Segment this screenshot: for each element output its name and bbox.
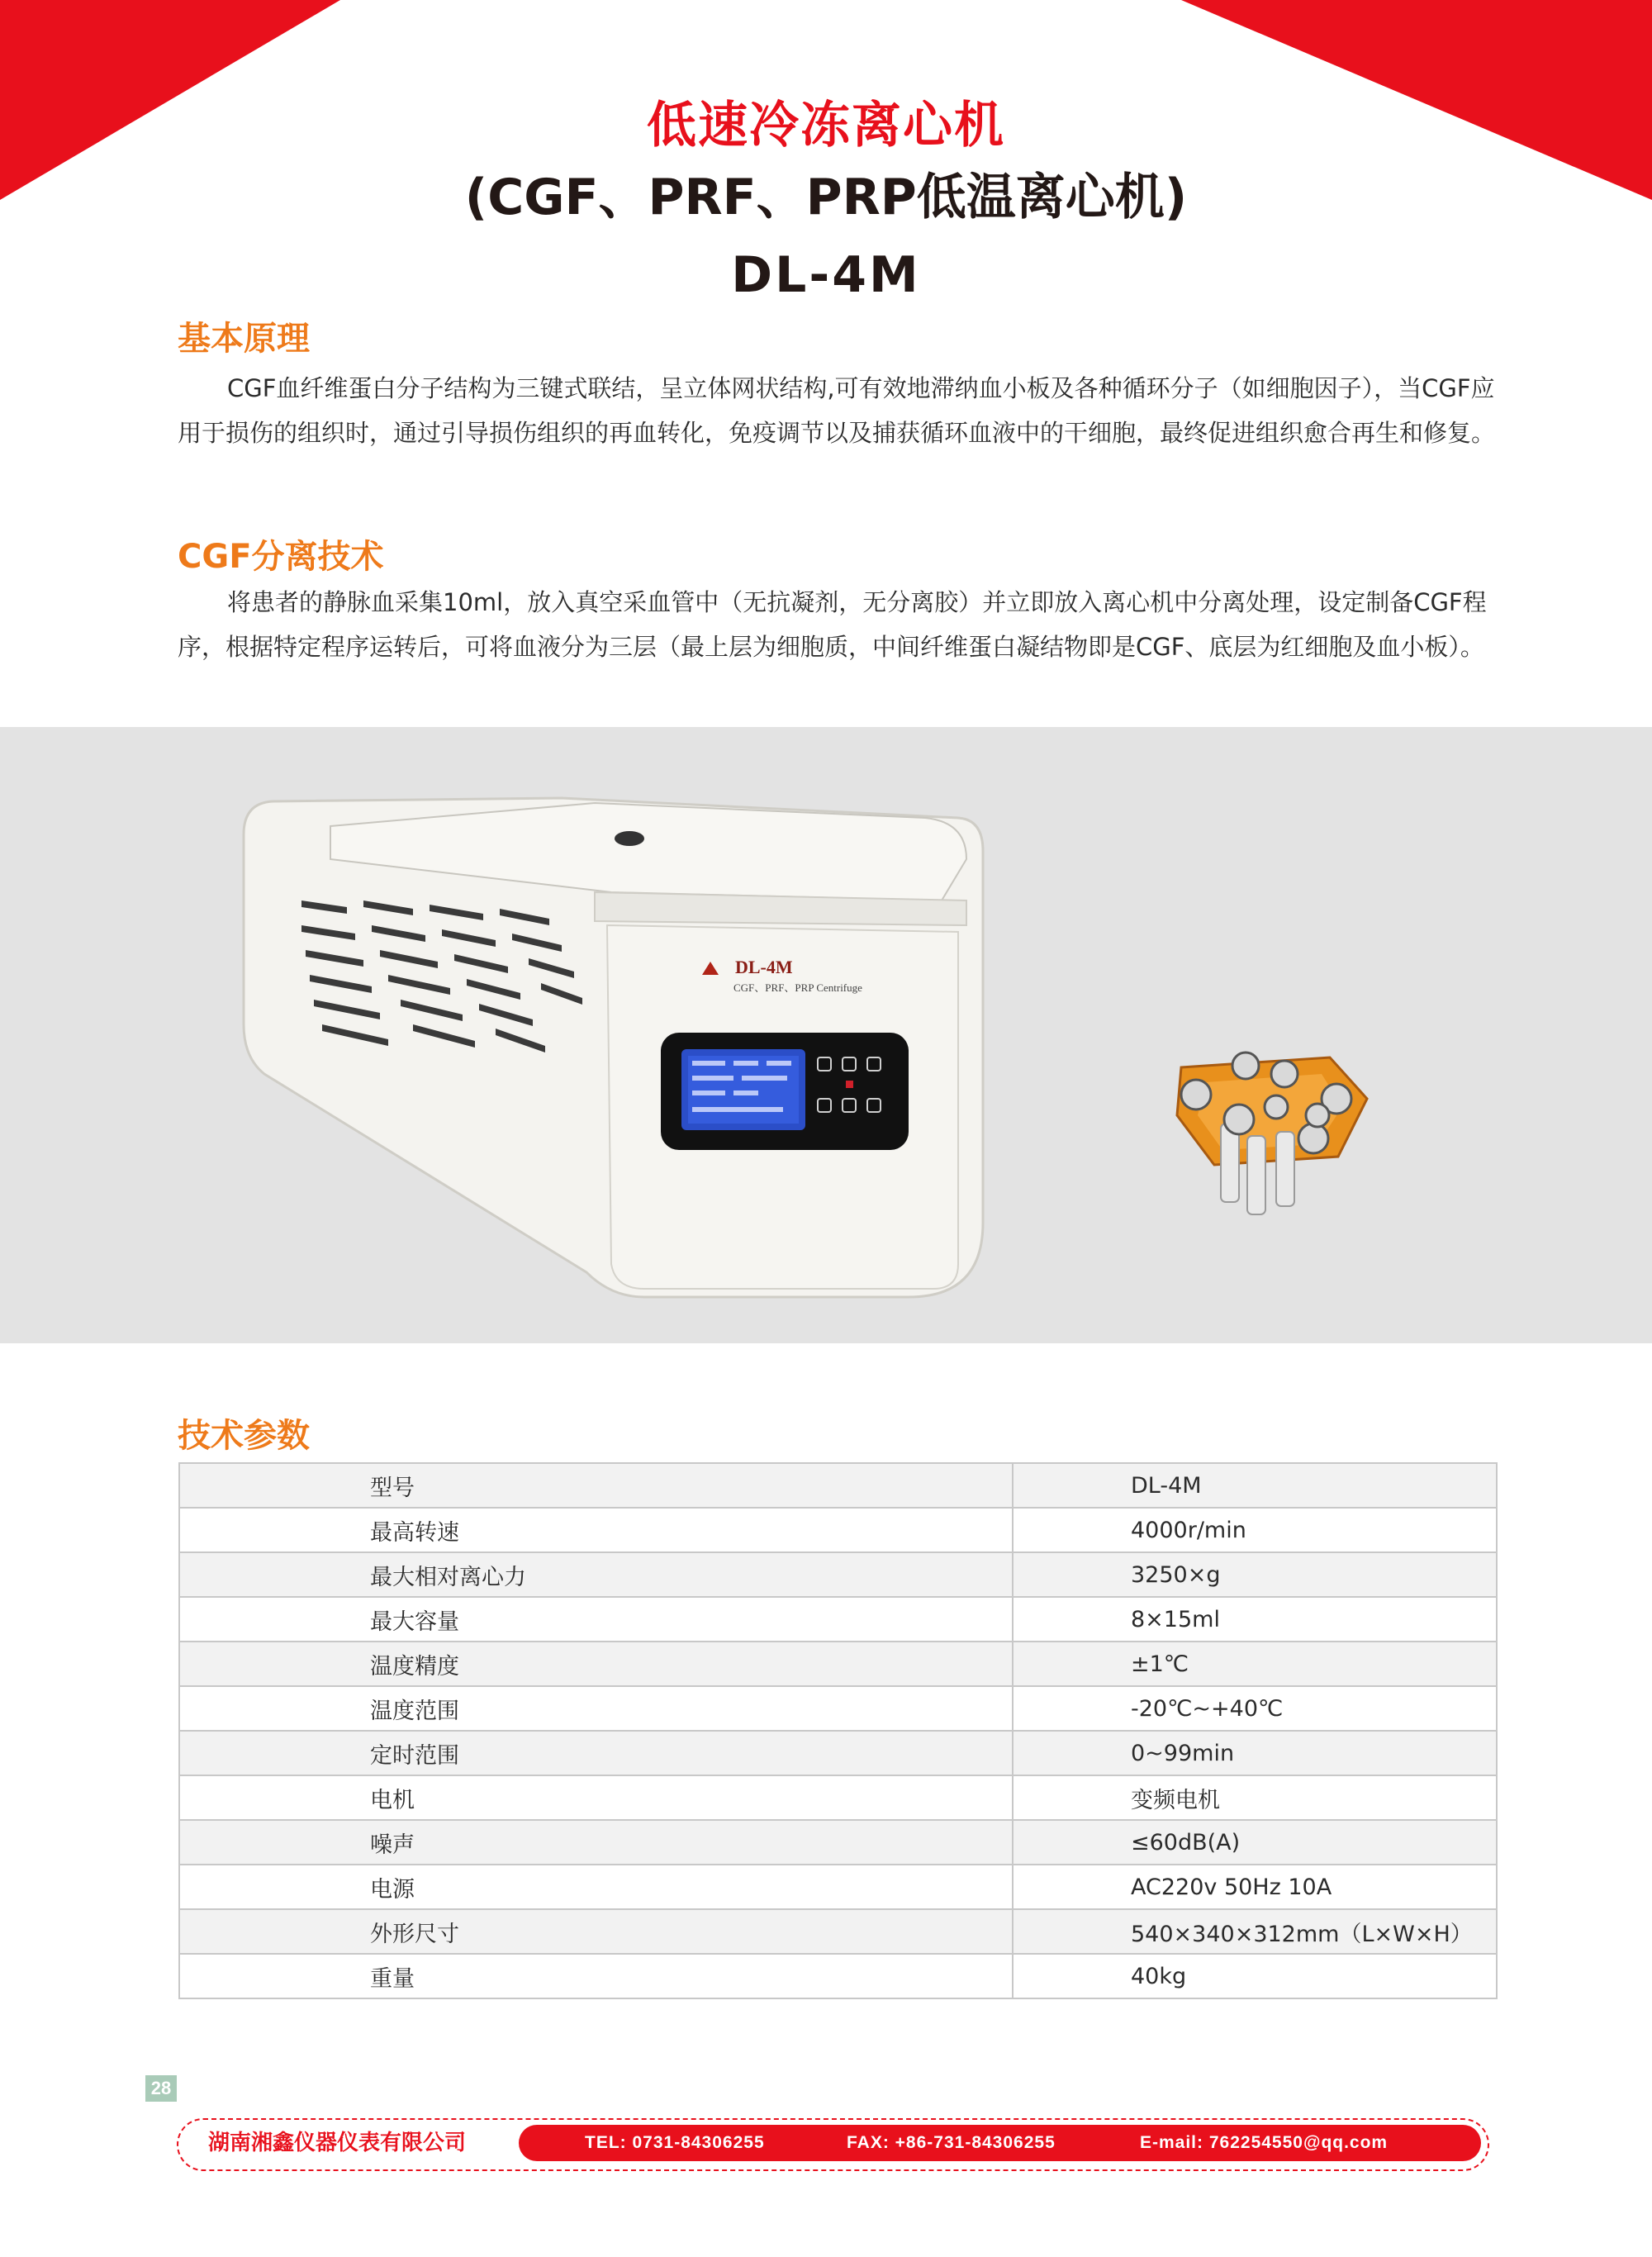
spec-label: 电机 [179, 1775, 1013, 1820]
spec-label: 型号 [179, 1463, 1013, 1508]
footer-tel: TEL: 0731-84306255 [585, 2133, 765, 2152]
spec-value: 4000r/min [1013, 1508, 1497, 1552]
separation-heading: CGF分离技术 [178, 538, 384, 576]
specs-heading: 技术参数 [178, 1417, 310, 1455]
separation-text: 将患者的静脉血采集10ml，放入真空采血管中（无抗凝剂，无分离胶）并立即放入离心机中分离处理，设定制备CGF程序，根据特定程序运转后，可将血液分为三层（最上层为细胞质，中间纤维蛋白凝结物即是CGF、底层为红细胞及血小板）。 [178, 588, 1487, 661]
spec-value: 8×15ml [1013, 1597, 1497, 1642]
centrifuge-illustration [244, 798, 983, 1297]
specs-table [178, 1462, 1498, 1999]
spec-value: 540×340×312mm（L×W×H） [1013, 1909, 1497, 1954]
footer-company: 湖南湘鑫仪器仪表有限公司 [208, 2131, 467, 2155]
footer-email: E-mail: 762254550@qq.com [1140, 2133, 1389, 2152]
table-row [179, 1463, 1497, 1508]
spec-label: 温度精度 [179, 1642, 1013, 1686]
principle-text: CGF血纤维蛋白分子结构为三键式联结，呈立体网状结构,可有效地滞纳血小板及各种循环分子（如细胞因子），当CGF应用于损伤的组织时，通过引导损伤组织的再血转化，免疫调节以及捕获循环血液中的干细胞，最终促进组织愈合再生和修复。 [178, 374, 1496, 447]
table-row [179, 1552, 1497, 1597]
title-product-type: (CGF、PRF、PRP低温离心机) [464, 169, 1188, 226]
page-title [0, 93, 1652, 314]
principle-heading: 基本原理 [178, 320, 310, 358]
footer-fax: FAX: +86-731-84306255 [847, 2133, 1056, 2152]
spec-label: 最大容量 [179, 1597, 1013, 1642]
spec-label: 噪声 [179, 1820, 1013, 1865]
table-row [179, 1597, 1497, 1642]
product-photo [0, 727, 1652, 1343]
table-row [179, 1820, 1497, 1865]
spec-value: AC220v 50Hz 10A [1013, 1865, 1497, 1909]
product-label-model: DL-4M [735, 957, 793, 977]
spec-label: 最大相对离心力 [179, 1552, 1013, 1597]
spec-value: ±1℃ [1013, 1642, 1497, 1686]
table-row [179, 1909, 1497, 1954]
spec-value: 40kg [1013, 1954, 1497, 1998]
spec-label: 外形尺寸 [179, 1909, 1013, 1954]
table-row [179, 1642, 1497, 1686]
table-row [179, 1865, 1497, 1909]
spec-label: 定时范围 [179, 1731, 1013, 1775]
table-row [179, 1508, 1497, 1552]
title-model: DL-4M [731, 246, 921, 304]
page-number: 28 [145, 2075, 177, 2102]
spec-value: 0~99min [1013, 1731, 1497, 1775]
title-product-name: 低速冷冻离心机 [647, 97, 1005, 154]
table-row [179, 1954, 1497, 1998]
spec-label: 电源 [179, 1865, 1013, 1909]
product-label-subtitle: CGF、PRF、PRP Centrifuge [733, 981, 862, 994]
table-row [179, 1731, 1497, 1775]
spec-label: 温度范围 [179, 1686, 1013, 1731]
rotor-illustration [1177, 1052, 1367, 1214]
table-row [179, 1686, 1497, 1731]
spec-label: 重量 [179, 1954, 1013, 1998]
spec-value: DL-4M [1013, 1463, 1497, 1508]
spec-value: 3250×g [1013, 1552, 1497, 1597]
spec-value: -20℃~+40℃ [1013, 1686, 1497, 1731]
spec-value: 变频电机 [1013, 1775, 1497, 1820]
spec-value: ≤60dB(A) [1013, 1820, 1497, 1865]
spec-label: 最高转速 [179, 1508, 1013, 1552]
table-row [179, 1775, 1497, 1820]
